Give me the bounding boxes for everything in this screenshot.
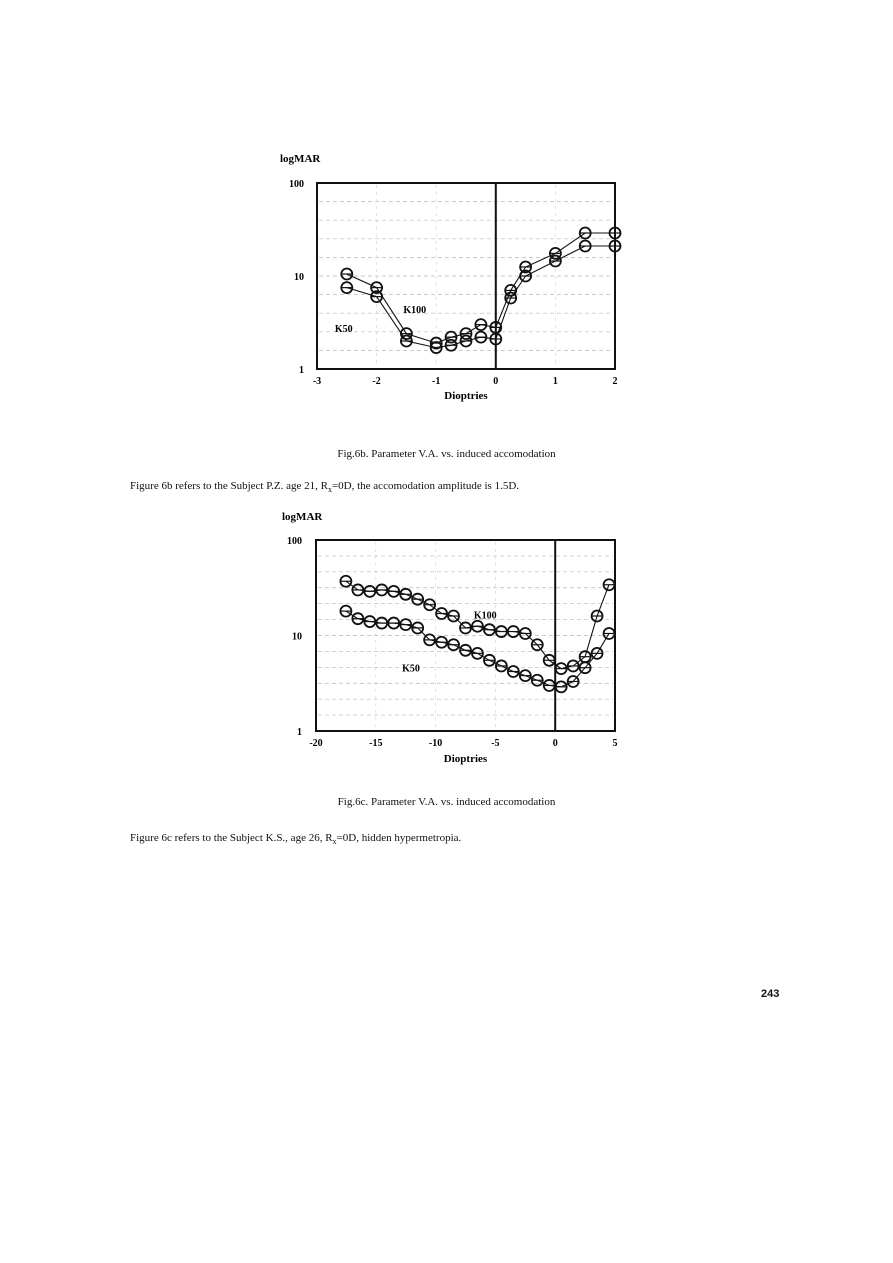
x-tick-label: 5 xyxy=(612,738,618,749)
y-tick-label: 100 xyxy=(289,179,304,190)
y-axis-title: logMAR xyxy=(280,153,321,165)
y-axis-title: logMAR xyxy=(282,511,323,523)
x-tick-label: -15 xyxy=(369,738,383,749)
series-label-k50: K50 xyxy=(402,663,420,675)
y-tick-label: 100 xyxy=(287,536,302,547)
page-number: 243 xyxy=(761,988,780,1000)
x-tick-label: -3 xyxy=(312,376,322,387)
series-label-k50: K50 xyxy=(334,323,353,335)
figure-caption-6b: Fig.6b. Parameter V.A. vs. induced accomodation xyxy=(337,448,556,460)
description-6b-sub: x xyxy=(327,485,332,495)
figure-caption-6c: Fig.6c. Parameter V.A. vs. induced accomodation xyxy=(337,796,556,808)
y-tick-label: 1 xyxy=(297,727,302,738)
description-6c-after: =0D, hidden hypermetropia. xyxy=(336,832,462,844)
y-tick-label: 10 xyxy=(294,272,304,283)
x-tick-label: 0 xyxy=(552,738,558,749)
x-tick-label: -5 xyxy=(491,738,500,749)
x-tick-label: -20 xyxy=(309,738,323,749)
x-axis-title: Dioptries xyxy=(444,390,488,402)
description-6b-before: Figure 6b refers to the Subject P.Z. age 21, R xyxy=(130,480,328,492)
figure-description-6c xyxy=(130,832,461,846)
y-tick-label: 10 xyxy=(292,631,302,643)
description-6b-after: =0D, the accomodation amplitude is 1.5D. xyxy=(331,480,520,492)
x-tick-label: -1 xyxy=(432,376,441,387)
x-tick-label: -2 xyxy=(372,376,381,387)
y-tick-label: 1 xyxy=(299,365,304,376)
x-tick-label: 2 xyxy=(612,376,618,387)
x-tick-label: 0 xyxy=(493,376,499,387)
description-6c-before: Figure 6c refers to the Subject K.S., age 26, R xyxy=(130,832,333,844)
series-label-k100: K100 xyxy=(403,305,427,317)
x-tick-label: -10 xyxy=(428,738,443,749)
description-6c-sub: x xyxy=(332,837,337,847)
x-tick-label: 1 xyxy=(552,376,558,387)
x-axis-title: Dioptries xyxy=(443,753,488,765)
series-label-k100: K100 xyxy=(473,610,497,622)
